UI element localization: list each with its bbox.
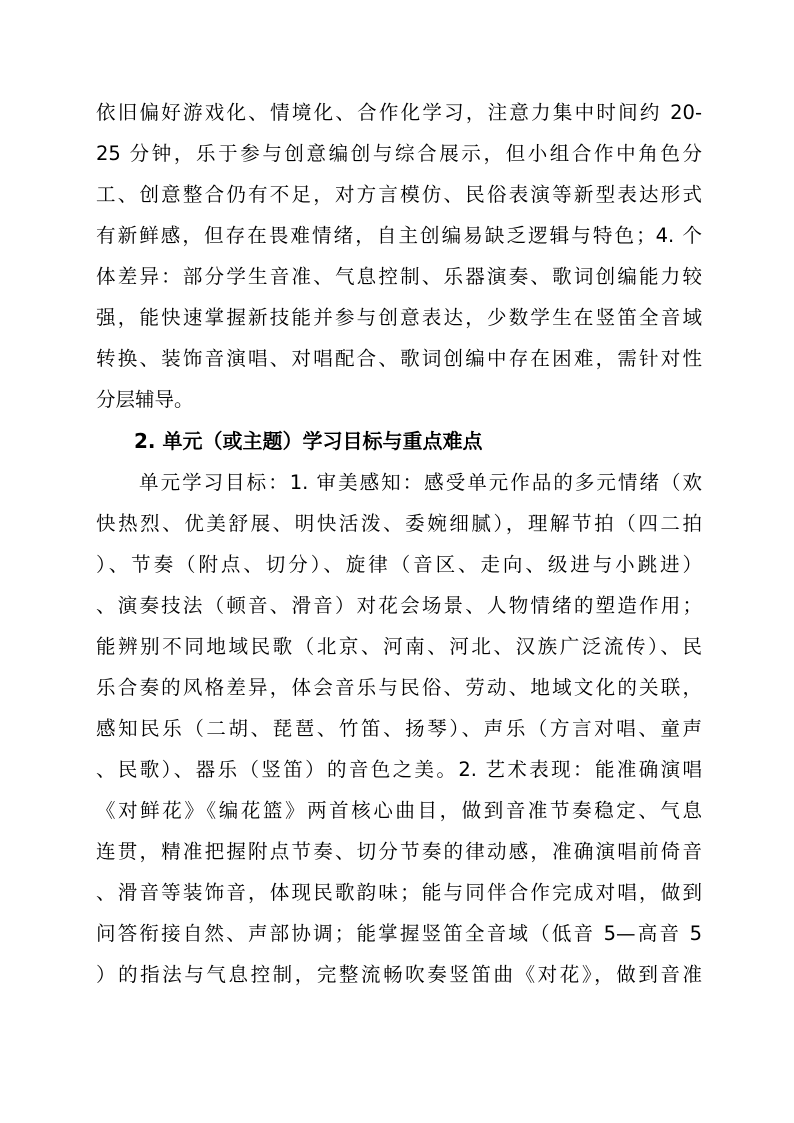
paragraph-2-line-5: 能辨别不同地域民歌（北京、河南、河北、汉族广泛流传）、民 bbox=[96, 635, 702, 658]
paragraph-1-line-4: 有新鲜感，但存在畏难情绪，自主创编易缺乏逻辑与特色；4. 个 bbox=[96, 224, 702, 247]
paragraph-2-line-1: 单元学习目标：1. 审美感知：感受单元作品的多元情绪（欢 bbox=[96, 471, 702, 494]
paragraph-2-line-7: 感知民乐（二胡、琵琶、竹笛、扬琴）、声乐（方言对唱、童声 bbox=[96, 717, 702, 740]
paragraph-2-line-3: ）、节奏（附点、切分）、旋律（音区、走向、级进与小跳进） bbox=[96, 553, 702, 576]
paragraph-2-line-6: 乐合奏的风格差异，体会音乐与民俗、劳动、地域文化的关联， bbox=[96, 676, 702, 699]
paragraph-1-line-5: 体差异：部分学生音准、气息控制、乐器演奏、歌词创编能力较 bbox=[96, 265, 702, 288]
paragraph-2-line-4: 、演奏技法（顿音、滑音）对花会场景、人物情绪的塑造作用； bbox=[96, 594, 702, 617]
paragraph-2-line-12: 问答衔接自然、声部协调；能掌握竖笛全音域（低音 5—高音 5 bbox=[96, 922, 702, 945]
paragraph-1-line-8: 分层辅导。 bbox=[96, 388, 194, 411]
paragraph-2-line-13: ）的指法与气息控制，完整流畅吹奏竖笛曲《对花》，做到音准 bbox=[96, 963, 702, 986]
paragraph-2-line-9: 《对鲜花》《编花篮》两首核心曲目，做到音准节奏稳定、气息 bbox=[96, 799, 702, 822]
paragraph-2-line-8: 、民歌）、器乐（竖笛）的音色之美。2. 艺术表现：能准确演唱 bbox=[96, 758, 702, 781]
paragraph-2-line-11: 、滑音等装饰音，体现民歌韵味；能与同伴合作完成对唱，做到 bbox=[96, 881, 702, 904]
section-heading: 2. 单元（或主题）学习目标与重点难点 bbox=[134, 429, 483, 453]
paragraph-2-line-2: 快热烈、优美舒展、明快活泼、委婉细腻），理解节拍（四二拍 bbox=[96, 512, 702, 535]
paragraph-1-line-1: 依旧偏好游戏化、情境化、合作化学习，注意力集中时间约 20- bbox=[96, 101, 702, 124]
paragraph-1-line-6: 强，能快速掌握新技能并参与创意表达，少数学生在竖笛全音域 bbox=[96, 306, 702, 329]
paragraph-1-line-3: 工、创意整合仍有不足，对方言模仿、民俗表演等新型表达形式 bbox=[96, 183, 702, 206]
paragraph-1-line-2: 25 分钟，乐于参与创意编创与综合展示，但小组合作中角色分 bbox=[96, 142, 702, 165]
paragraph-2-line-10: 连贯，精准把握附点节奏、切分节奏的律动感，准确演唱前倚音 bbox=[96, 840, 702, 863]
paragraph-1-line-7: 转换、装饰音演唱、对唱配合、歌词创编中存在困难，需针对性 bbox=[96, 347, 702, 370]
